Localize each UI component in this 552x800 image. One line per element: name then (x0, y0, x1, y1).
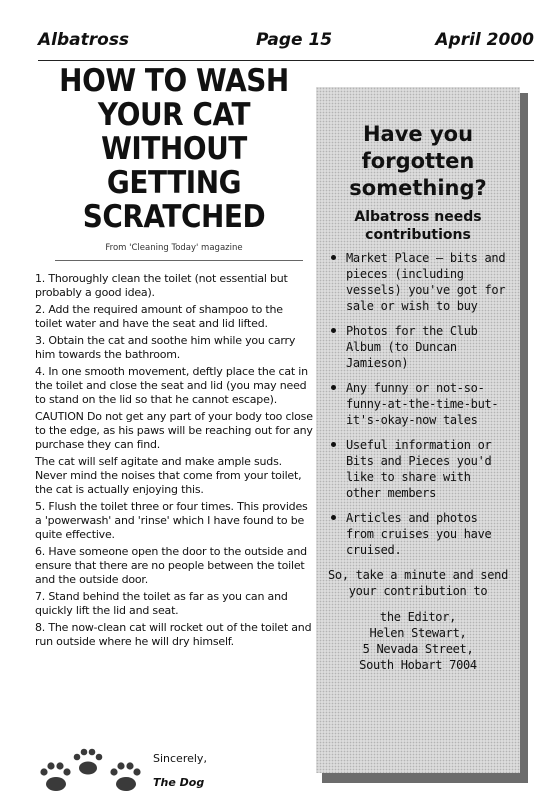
signature: The Dog (153, 776, 205, 789)
signoff (153, 752, 207, 789)
newsletter-name: Albatross (38, 30, 130, 50)
panel-subtitle-line: Albatross needs (354, 209, 482, 225)
signoff-text: Sincerely, (153, 752, 207, 765)
title-line: WITHOUT GETTING (101, 131, 247, 201)
title-line: HOW TO WASH (59, 63, 289, 99)
divider (55, 260, 303, 261)
article-paragraph: 8. The now-clean cat will rocket out of the toilet and run outside where he will dry himself. (35, 621, 312, 648)
panel-title-line: something? (349, 176, 487, 200)
address-line: South Hobart 7004 (359, 658, 477, 672)
article-body (35, 272, 313, 649)
article-paragraph: 1. Thoroughly clean the toilet (not essential but probably a good idea). (35, 272, 288, 299)
page-header (38, 30, 534, 61)
list-item: Any funny or not-so-funny-at-the-time-but-it's-okay-now tales (324, 380, 512, 428)
list-item: Market Place – bits and pieces (including vessels) you've got for sale or wish to buy (324, 250, 512, 314)
article-source: From 'Cleaning Today' magazine (105, 243, 243, 253)
contributions-panel (316, 87, 520, 773)
article-paragraph: 5. Flush the toilet three or four times. This provides a 'powerwash' and 'rinse' which I have found to be quite effective. (35, 500, 308, 541)
closing-text: So, take a minute and send your contribution to (327, 568, 509, 598)
article-paragraph: 2. Add the required amount of shampoo to the toilet water and have the seat and lid lifted. (35, 303, 283, 330)
article (35, 64, 313, 652)
list-item: Photos for the Club Album (to Duncan Jamieson) (324, 323, 512, 371)
title-line: SCRATCHED (82, 199, 266, 235)
paw-prints-icon (38, 748, 148, 796)
title-line: YOUR CAT (97, 97, 251, 133)
panel-subtitle (324, 208, 512, 244)
article-paragraph: 7. Stand behind the toilet as far as you can and quickly lift the lid and seat. (35, 590, 288, 617)
list-item: Articles and photos from cruises you have cruised. (324, 510, 512, 558)
article-paragraph: CAUTION Do not get any part of your body too close to the edge, as his paws will be reaching out for any purchase they can find. (35, 410, 313, 451)
issue-date: April 2000 (435, 30, 534, 50)
article-paragraph: 3. Obtain the cat and soothe him while you carry him towards the bathroom. (35, 334, 296, 361)
editor-address (324, 609, 512, 673)
panel-title (324, 121, 512, 202)
list-item: Useful information or Bits and Pieces you'd like to share with other members (324, 437, 512, 501)
address-line: Helen Stewart, (369, 626, 467, 640)
address-line: 5 Nevada Street, (362, 642, 474, 656)
address-line: the Editor, (379, 610, 457, 624)
page-number: Page 15 (256, 30, 333, 50)
article-title (49, 64, 299, 234)
article-paragraph: 4. In one smooth movement, deftly place the cat in the toilet and close the seat and lid (you may need to stand on the lid so that he cannot escape). (35, 365, 308, 406)
panel-title-line: forgotten (361, 149, 475, 173)
contribution-list (324, 250, 512, 558)
panel-title-line: Have you (362, 122, 474, 146)
panel-subtitle-line: contributions (365, 227, 471, 243)
article-paragraph: The cat will self agitate and make ample suds. Never mind the noises that come from your toilet, the cat is actually enjoying this. (35, 455, 302, 496)
article-paragraph: 6. Have someone open the door to the outside and ensure that there are no people between the toilet and the outside door. (35, 545, 307, 586)
